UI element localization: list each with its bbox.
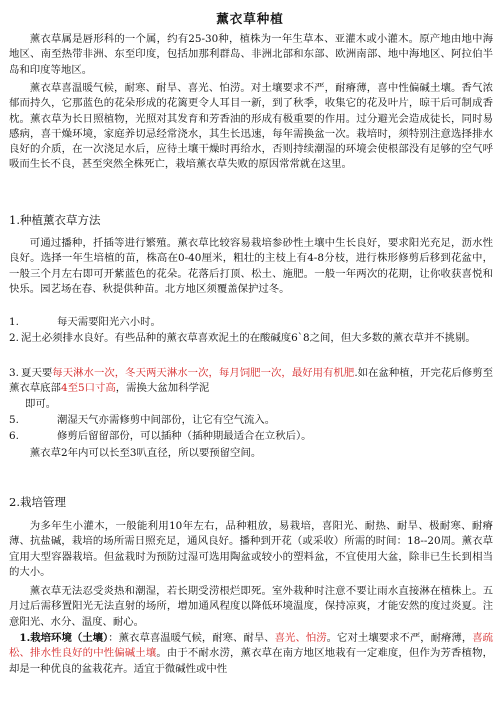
section-1-paragraph: 可通过播种，扦插等进行繁殖。薰衣草比较容易栽培参砂性土壤中生长良好，要求阳光充足，沥水性良好。选择一年生培植的苗，株高在0-40厘米，粗壮的主枝上有4-8分枝，进行株形修剪后移到花盆中，一般三个月左右即可开紫蓝色的花朵。花落后打顶、松土、施肥。一般一年两次的花期，让你收获喜悦和快乐。园艺场在春、秋提供种苗。北方地区须覆盖保护过冬。 [9,237,493,295]
section-1-closing: 薰衣草2年内可以长至3叭直径，所以要预留空间。 [29,447,262,459]
list-item-text: .如在盆种植，开完花后修剪至薰衣草底部 [9,367,494,395]
list-item [9,413,493,428]
highlight-watering: 每天淋水一次，冬天两天淋水一次，每月饲肥一次，最好用有机肥 [52,367,355,379]
item-label: 栽培环境（土壤） [30,632,109,644]
section-1-heading: 1.种植薰衣草方法 [9,213,101,227]
list-item-text: 。由于不耐水涝，薰衣草在南方地区地栽有一定难度，但作为芳香植物，却是一种优良的盆栽花卉。适宜于微碱性或中性 [9,647,493,675]
section-2-paragraph-2: 薰衣草无法忍受炎热和潮湿，若长期受涝根烂即死。室外栽种时注意不要让雨水直接淋在植株上。五月过后需移置阳光无法直射的场所，增加通风程度以降低环境温度，保持凉爽，才能安然的度过炎夏。注意阳光、水分、温度、耐心。 [9,585,493,628]
intro-paragraph-2: 薰衣草喜温暖气候，耐寒、耐旱、喜光、怕涝。对土壤要求不严，耐瘠薄，喜中性偏碱土壤。香气浓郁而持久，它那蓝色的花朵形成的花篱更令人耳目一新，到了秋季，收集它的花及叶片，晾干后可制成香枕。薰衣草为长日照植物，光照对其发育和芳香油的形成有极重要的作用。过分避光会造成徒长，同时易感病，喜干燥环境，家庭养切忌经常浇水，其生长迅速，每年需换盆一次。栽培时，须特别注意选择排水良好的介质，在一次浇足水后，应待土壤干燥时再给水，否则持续潮湿的环境会使根部没有足够的空气呼吸而生长不良，甚至突然全株死亡，栽培薰衣草失败的原因常常就在这里。 [9,82,493,171]
list-item-text: 潮湿天气亦需修剪中间部份，让它有空气流入。 [57,414,276,426]
list-item-text: 夏天要 [21,367,53,379]
list-item-text: 泥土必须排水良好。有些品种的薰衣草喜欢泥土的在酸碱度6`8之间，但大多数的薰衣草并不挑剔。 [21,332,476,344]
list-item-text: 每天需要阳光六小时。 [57,316,161,328]
list-item [9,429,493,444]
document-title: 薰衣草种植 [216,11,284,26]
section-2-paragraph-1: 为多年生小灌木，一般能利用10年左右，品种粗放，易栽培，喜阳光、耐热、耐旱、极耐寒、耐瘠薄、抗盐碱，栽培的场所需日照充足，通风良好。播种到开花（或采收）所需的时间：18--20周。薰衣草宜用大型容器栽培。但盆栽时为预防过湿可选用陶盆或较小的塑料盆，不宜使用大盆，除非已生长到相当的大小。 [9,520,493,578]
list-item-number: 1. [9,316,19,328]
list-item-text: 修剪后留留部份，可以插种（插种期最适合在立秋后）。 [57,430,312,442]
list-item-number: 1. [19,632,31,644]
list-item-number: 5. [9,414,19,426]
list-item-with-highlight [9,366,493,412]
highlight-soil: 喜疏松、排水性良好的中性偏碱土壤 [9,632,494,660]
list-item-number: 3. [9,367,19,379]
list-item-text: ：薰衣草喜温暖气候，耐寒、耐旱、 [108,632,275,644]
section-2-heading: 2.栽培管理 [9,495,66,509]
intro-paragraph-1: 薰衣草属是唇形科的一个属，约有25-30种，植株为一年生草本、亚灌木或小灌木。原产地由地中海地区、南至热带非洲、东至印度，包括加那利群岛、非洲北部和东部、欧洲南部、地中海地区、阿拉伯半岛和印度等地区。 [9,33,493,76]
list-item [9,331,493,346]
list-item-text: 。它对土壤要求不严，耐瘠薄， [326,632,473,644]
list-item-number: 6. [9,430,19,442]
highlight-light: 喜光、怕涝 [274,632,327,644]
list-item-number: 2. [9,332,19,344]
list-item [9,315,493,330]
list-item-text: 即可。 [25,397,57,410]
cultivation-environment-item [9,631,493,677]
list-item-text: ，需换大盆加科学泥 [115,382,210,395]
highlight-height: 4至5口寸高 [60,382,116,395]
